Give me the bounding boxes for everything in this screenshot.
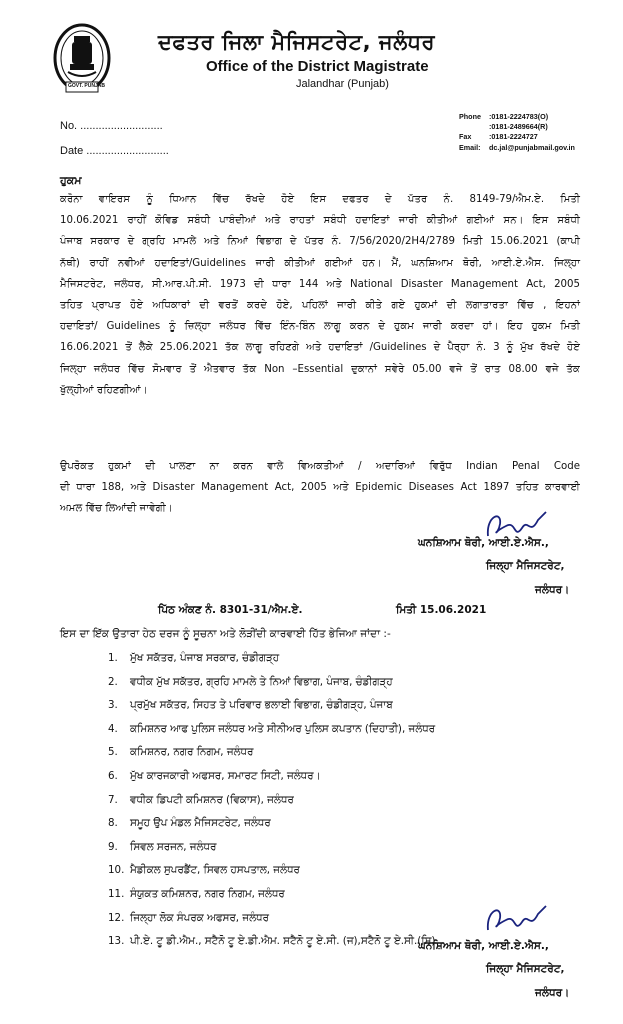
signatory-place-1: ਜਲੰਧਰ।: [535, 584, 570, 596]
email-address: dc.jal@punjabmail.gov.in: [489, 142, 575, 152]
contact-block: [459, 112, 575, 153]
letter-date-field: Date ...........................: [60, 145, 169, 157]
order-paragraph-1: [60, 189, 580, 401]
recipient-number: 2.: [108, 675, 118, 688]
recipient-number: 8.: [108, 817, 118, 830]
punjab-emblem-logo: [52, 22, 112, 100]
office-location: Jalandhar (Punjab): [296, 78, 389, 90]
paragraph-line: ਜਿਲ੍ਹਾ ਜਲੰਧਰ ਵਿੱਚ ਸੋਮਵਾਰ ਤੋਂ ਐਤਵਾਰ ਤੱਕ Non –Essential ਦੁਕਾਨਾਂ ਸਵੇਰੇ 05.00 ਵਜੇ ਤੋਂ ਰਾਤ 08.00 ਵਜੇ ਤੱਕ: [60, 363, 580, 375]
recipient-item: [108, 652, 435, 676]
paragraph-line: ਕਰੋਨਾ ਵਾਇਰਸ ਨੂੰ ਧਿਆਨ ਵਿੱਚ ਰੱਖਦੇ ਹੋਏ ਇਸ ਦਫਤਰ ਦੇ ਪੱਤਰ ਨੰ. 8149-79/ਐਮ.ਏ. ਮਿਤੀ: [60, 194, 580, 205]
letter-number-field: No. ...........................: [60, 120, 163, 132]
endorsement-number: ਪਿੱਠ ਅੰਕਣ ਨੰ. 8301-31/ਐਮ.ਏ.: [158, 604, 303, 616]
paragraph-line: ਹਦਾਇਤਾਂ/ Guidelines ਨੂੰ ਜ਼ਿਲ੍ਹਾ ਜਲੰਧਰ ਵਿੱਚ ਇੰਨ-ਬਿੰਨ ਲਾਗੂ ਕਰਨ ਦੇ ਹੁਕਮ ਜਾਰੀ ਕਰਦਾ ਹਾਂ। ਇਹ ਹੁਕਮ ਮਿਤੀ: [60, 321, 580, 333]
phone-office: :0181-2224783(O): [489, 112, 549, 121]
recipient-item: [108, 888, 435, 912]
recipient-number: 12.: [108, 911, 125, 924]
signatory-name-1: ਘਨਸ਼ਿਆਮ ਥੋਰੀ, ਆਈ.ਏ.ਐਸ.,: [418, 537, 549, 549]
recipient-item: [108, 864, 435, 888]
recipient-item: [108, 935, 435, 959]
recipient-item: [108, 770, 435, 794]
recipient-number: 5.: [108, 746, 118, 759]
phone-residence: :0181-2489664(R): [489, 122, 548, 132]
recipient-item: [108, 676, 435, 700]
recipient-number: 7.: [108, 793, 118, 806]
recipient-text: ਕਮਿਸ਼ਨਰ ਆਫ ਪੁਲਿਸ ਜਲੰਧਰ ਅਤੇ ਸੀਨੀਅਰ ਪੁਲਿਸ ਕਪਤਾਨ (ਦਿਹਾਤੀ), ਜਲੰਧਰ: [130, 722, 436, 735]
recipient-text: ਮੈਡੀਕਲ ਸੁਪਰਡੈਂਟ, ਸਿਵਲ ਹਸਪਤਾਲ, ਜਲੰਧਰ: [130, 864, 300, 877]
fax-number: :0181-2224727: [489, 132, 538, 142]
recipient-item: [108, 723, 435, 747]
recipient-text: ਪੀ.ਏ. ਟੂ ਡੀ.ਐਮ., ਸਟੈਨੋ ਟੂ ਏ.ਡੀ.ਐਮ. ਸਟੈਨੋ ਟੂ ਏ.ਸੀ. (ਜ),ਸਟੈਨੋ ਟੂ ਏ.ਸੀ.(ਸਿ): [130, 935, 436, 948]
recipient-text: ਵਧੀਕ ਮੁੱਖ ਸਕੱਤਰ, ਗ੍ਰਹਿ ਮਾਮਲੇ ਤੇ ਨਿਆਂ ਵਿਭਾਗ, ਪੰਜਾਬ, ਚੰਡੀਗੜ੍ਹ: [130, 675, 393, 688]
recipient-number: 13.: [108, 935, 125, 948]
recipient-text: ਮੁੱਖ ਸਕੱਤਰ, ਪੰਜਾਬ ਸਰਕਾਰ, ਚੰਡੀਗੜ੍ਹ: [130, 652, 280, 664]
recipient-text: ਪ੍ਰਮੁੱਖ ਸਕੱਤਰ, ਸਿਹਤ ਤੇ ਪਰਿਵਾਰ ਭਲਾਈ ਵਿਭਾਗ, ਚੰਡੀਗੜ੍ਹ, ਪੰਜਾਬ: [130, 699, 393, 712]
paragraph-line: ਖੁੱਲ੍ਹੀਆਂ ਰਹਿਣਗੀਆਂ।: [60, 384, 148, 396]
paragraph-line: ਨੱਥੀ) ਰਾਹੀਂ ਨਵੀਆਂ ਹਦਾਇਤਾਂ/Guidelines ਜਾਰੀ ਕੀਤੀਆਂ ਗਈਆਂ ਹਨ। ਮੈਂ, ਘਨਸ਼ਿਆਮ ਥੋਰੀ, ਆਈ.ਏ.ਐਸ. ਜਿਲ੍ਹਾ: [60, 257, 580, 269]
recipient-item: [108, 699, 435, 723]
recipient-text: ਸਮੂਹ ਉਪ ਮੰਡਲ ਮੈਜਿਸਟਰੇਟ, ਜਲੰਧਰ: [130, 817, 271, 830]
paragraph-line: ਮੈਜਿਸਟਰੇਟ, ਜਲੰਧਰ, ਸੀ.ਆਰ.ਪੀ.ਸੀ. 1973 ਦੀ ਧਾਰਾ 144 ਅਤੇ National Disaster Management Act, 2005: [60, 278, 580, 290]
email-label: Email:: [459, 142, 481, 152]
office-title-punjabi: ਦਫਤਰ ਜਿਲਾ ਮੈਜਿਸਟਰੇਟ, ਜਲੰਧਰ: [158, 30, 436, 54]
endorsement-date: ਮਿਤੀ 15.06.2021: [396, 604, 487, 616]
fax-label: Fax: [459, 132, 472, 142]
recipient-number: 4.: [108, 722, 118, 735]
paragraph-line: ਉਪਰੋਕਤ ਹੁਕਮਾਂ ਦੀ ਪਾਲਣਾ ਨਾ ਕਰਨ ਵਾਲੇ ਵਿਅਕਤੀਆਂ / ਅਦਾਰਿਆਂ ਵਿਰੁੱਧ Indian Penal Code: [60, 461, 580, 472]
recipient-number: 10.: [108, 864, 125, 877]
paragraph-line: 10.06.2021 ਰਾਹੀਂ ਕੋਵਿਡ ਸਬੰਧੀ ਪਾਬੰਦੀਆਂ ਅਤੇ ਰਾਹਤਾਂ ਸਬੰਧੀ ਹਦਾਇਤਾਂ ਜਾਰੀ ਕੀਤੀਆਂ ਗਈਆਂ ਸਨ। ਇਸ ਸਬੰਧੀ: [60, 215, 580, 227]
order-heading: ਹੁਕਮ: [60, 174, 82, 187]
recipient-text: ਕਮਿਸ਼ਨਰ, ਨਗਰ ਨਿਗਮ, ਜਲੰਧਰ: [130, 746, 254, 759]
paragraph-line: ਪੰਜਾਬ ਸਰਕਾਰ ਦੇ ਗ੍ਰਹਿ ਮਾਮਲੇ ਅਤੇ ਨਿਆਂ ਵਿਭਾਗ ਦੇ ਪੱਤਰ ਨੰ. 7/56/2020/2H4/2789 ਮਿਤੀ 15.06.2021 (ਕਾਪੀ: [60, 236, 580, 248]
phone-label: Phone: [459, 112, 481, 121]
recipient-number: 1.: [108, 652, 118, 664]
signature-scribble-2: [480, 900, 550, 944]
recipient-list: [108, 652, 435, 959]
paragraph-line: ਦੀ ਧਾਰਾ 188, ਅਤੇ Disaster Management Act, 2005 ਅਤੇ Epidemic Diseases Act 1897 ਤਹਿਤ ਕਾਰਵਾਈ: [60, 482, 580, 494]
signatory-designation-2: ਜਿਲ੍ਹਾ ਮੈਜਿਸਟਰੇਟ,: [486, 963, 565, 975]
recipient-text: ਸਿਵਲ ਸਰਜਨ, ਜਲੰਧਰ: [130, 840, 217, 853]
recipient-number: 11.: [108, 887, 125, 900]
recipient-text: ਵਧੀਕ ਡਿਪਟੀ ਕਮਿਸ਼ਨਰ (ਵਿਕਾਸ), ਜਲੰਧਰ: [130, 793, 294, 806]
recipient-item: [108, 817, 435, 841]
emblem-caption: GOVT. PUNJAB: [68, 83, 105, 89]
recipient-number: 6.: [108, 769, 118, 782]
recipient-number: 9.: [108, 840, 118, 853]
recipient-text: ਮੁੱਖ ਕਾਰਜਕਾਰੀ ਅਫਸਰ, ਸਮਾਰਟ ਸਿਟੀ, ਜਲੰਧਰ।: [130, 769, 321, 782]
signatory-name-2: ਘਨਸ਼ਿਆਮ ਥੋਰੀ, ਆਈ.ਏ.ਐਸ.,: [418, 940, 549, 952]
recipient-item: [108, 841, 435, 865]
recipient-item: [108, 794, 435, 818]
recipient-number: 3.: [108, 699, 118, 712]
recipient-item: [108, 746, 435, 770]
paragraph-line: ਅਮਲ ਵਿੱਚ ਲਿਆਂਦੀ ਜਾਵੇਗੀ।: [60, 503, 173, 515]
paragraph-line: 16.06.2021 ਤੋਂ ਲੈਕੇ 25.06.2021 ਤੱਕ ਲਾਗੂ ਰਹਿਣਗੇ ਅਤੇ ਹਦਾਇਤਾਂ /Guidelines ਦੇ ਪੈਰ੍ਹਾ ਨੰ. 3 ਨੂੰ ਮੁੱਖ ਰੱਖਦੇ ਹੋਏ: [60, 342, 580, 354]
paragraph-line: ਤਹਿਤ ਪ੍ਰਾਪਤ ਹੋਏ ਅਧਿਕਾਰਾਂ ਦੀ ਵਰਤੋਂ ਕਰਦੇ ਹੋਏ, ਪਹਿਲਾਂ ਜਾਰੀ ਕੀਤੇ ਗਏ ਹੁਕਮਾਂ ਦੀ ਲਗਾਤਾਰਤਾ ਵਿੱਚ , ਇਹਨਾਂ: [60, 300, 580, 312]
copy-forward-text: ਇਸ ਦਾ ਇੱਕ ਉਤਾਰਾ ਹੇਠ ਦਰਜ ਨੂੰ ਸੂਚਨਾ ਅਤੇ ਲੋੜੀਂਦੀ ਕਾਰਵਾਈ ਹਿੱਤ ਭੇਜਿਆ ਜਾਂਦਾ :-: [60, 628, 391, 640]
office-title-english: Office of the District Magistrate: [206, 58, 429, 75]
signatory-designation-1: ਜਿਲ੍ਹਾ ਮੈਜਿਸਟਰੇਟ,: [486, 560, 565, 572]
recipient-text: ਜਿਲ੍ਹਾ ਲੋਕ ਸੰਪਰਕ ਅਫਸਰ, ਜਲੰਧਰ: [130, 911, 269, 924]
recipient-text: ਸੰਯੁਕਤ ਕਮਿਸ਼ਨਰ, ਨਗਰ ਨਿਗਮ, ਜਲੰਧਰ: [130, 887, 285, 900]
recipient-item: [108, 912, 435, 936]
signatory-place-2: ਜਲੰਧਰ।: [535, 987, 570, 999]
